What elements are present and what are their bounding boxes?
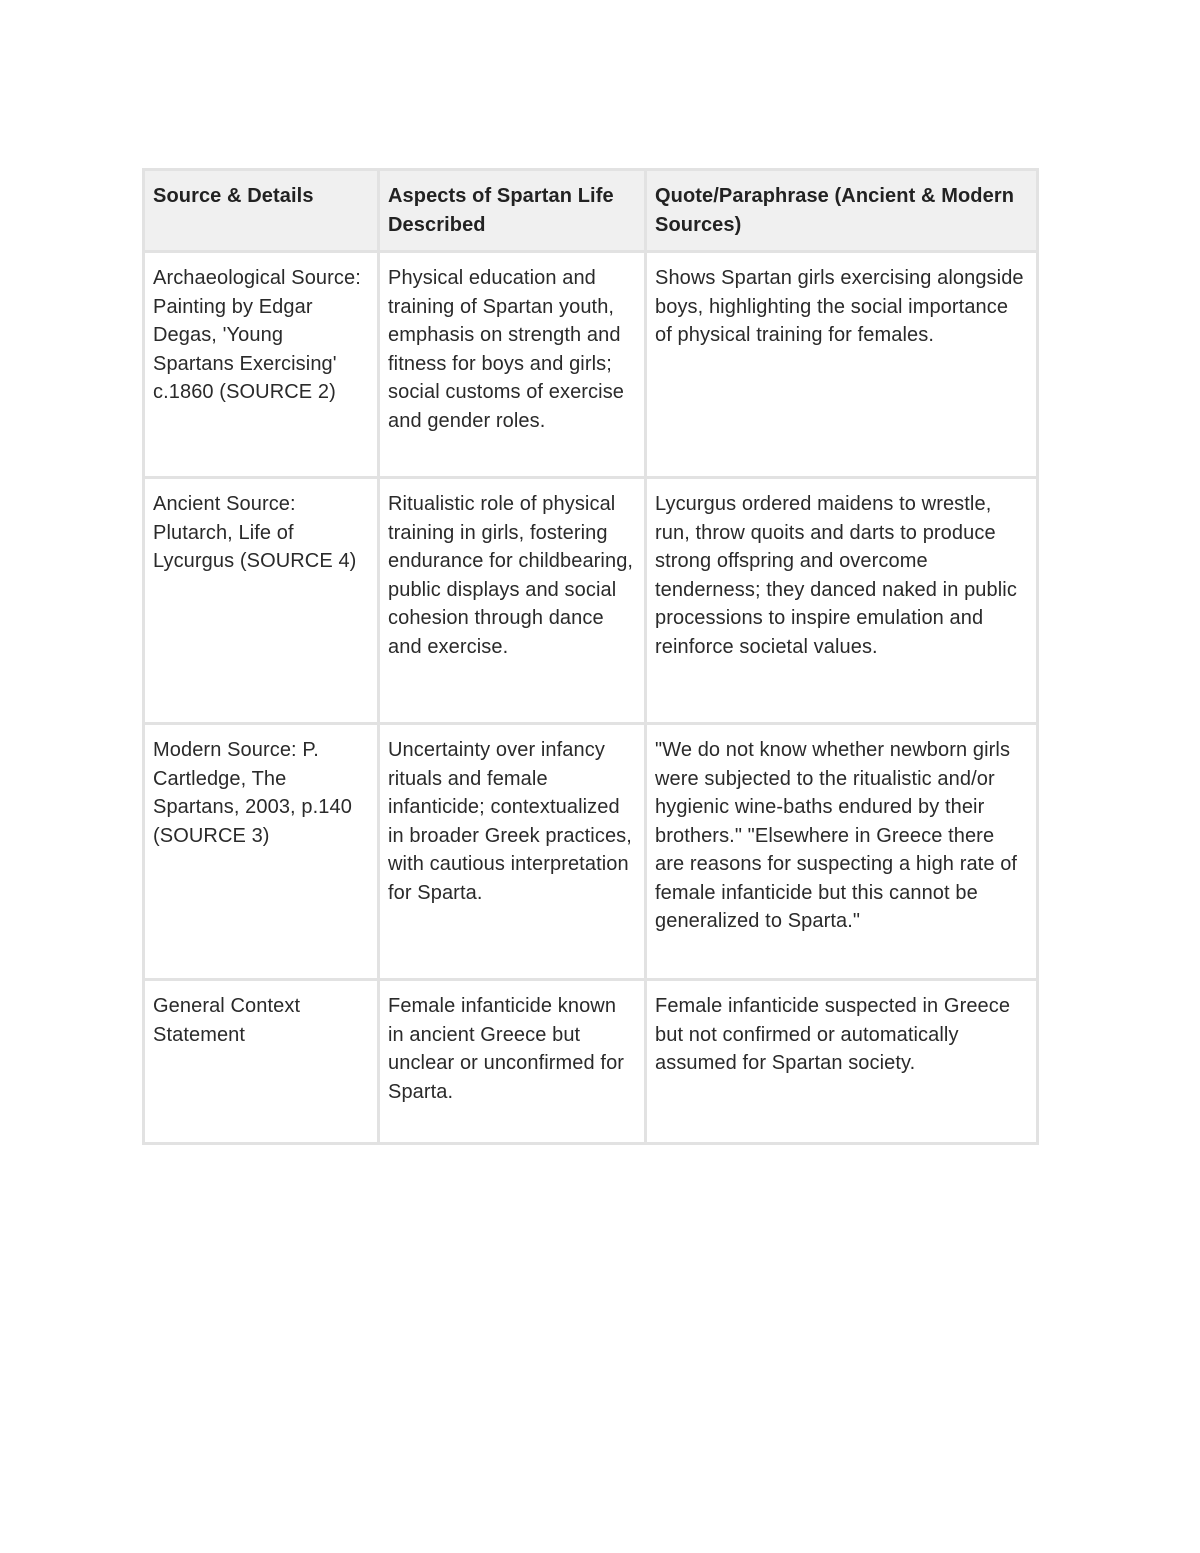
table-row xyxy=(144,724,1038,980)
cell-source: General Context Statement xyxy=(144,980,379,1144)
table-row xyxy=(144,478,1038,724)
cell-aspects: Uncertainty over infancy rituals and female infanticide; contextualized in broader Greek practices, with cautious interpretation for Sparta. xyxy=(379,724,646,980)
cell-quote: Female infanticide suspected in Greece but not confirmed or automatically assumed for Spartan society. xyxy=(646,980,1038,1144)
cell-source: Archaeological Source: Painting by Edgar Degas, 'Young Spartans Exercising' c.1860 (SOURCE 2) xyxy=(144,252,379,478)
cell-aspects: Female infanticide known in ancient Greece but unclear or unconfirmed for Sparta. xyxy=(379,980,646,1144)
cell-quote: Lycurgus ordered maidens to wrestle, run, throw quoits and darts to produce strong offspring and overcome tenderness; they danced naked in public processions to inspire emulation and reinforce societal values. xyxy=(646,478,1038,724)
table-row xyxy=(144,980,1038,1144)
spartan-sources-table xyxy=(142,168,1039,1145)
cell-source: Modern Source: P. Cartledge, The Spartans, 2003, p.140 (SOURCE 3) xyxy=(144,724,379,980)
cell-aspects: Ritualistic role of physical training in girls, fostering endurance for childbearing, public displays and social cohesion through dance and exercise. xyxy=(379,478,646,724)
cell-quote: Shows Spartan girls exercising alongside boys, highlighting the social importance of physical training for females. xyxy=(646,252,1038,478)
table-header-row xyxy=(144,170,1038,252)
cell-aspects: Physical education and training of Spartan youth, emphasis on strength and fitness for boys and girls; social customs of exercise and gender roles. xyxy=(379,252,646,478)
header-quote-paraphrase: Quote/Paraphrase (Ancient & Modern Sources) xyxy=(646,170,1038,252)
header-aspects: Aspects of Spartan Life Described xyxy=(379,170,646,252)
table-row xyxy=(144,252,1038,478)
header-source-details: Source & Details xyxy=(144,170,379,252)
cell-source: Ancient Source: Plutarch, Life of Lycurgus (SOURCE 4) xyxy=(144,478,379,724)
cell-quote: "We do not know whether newborn girls were subjected to the ritualistic and/or hygienic wine-baths endured by their brothers." "Elsewhere in Greece there are reasons for suspecting a high rate of female infanticide but this cannot be generalized to Sparta." xyxy=(646,724,1038,980)
